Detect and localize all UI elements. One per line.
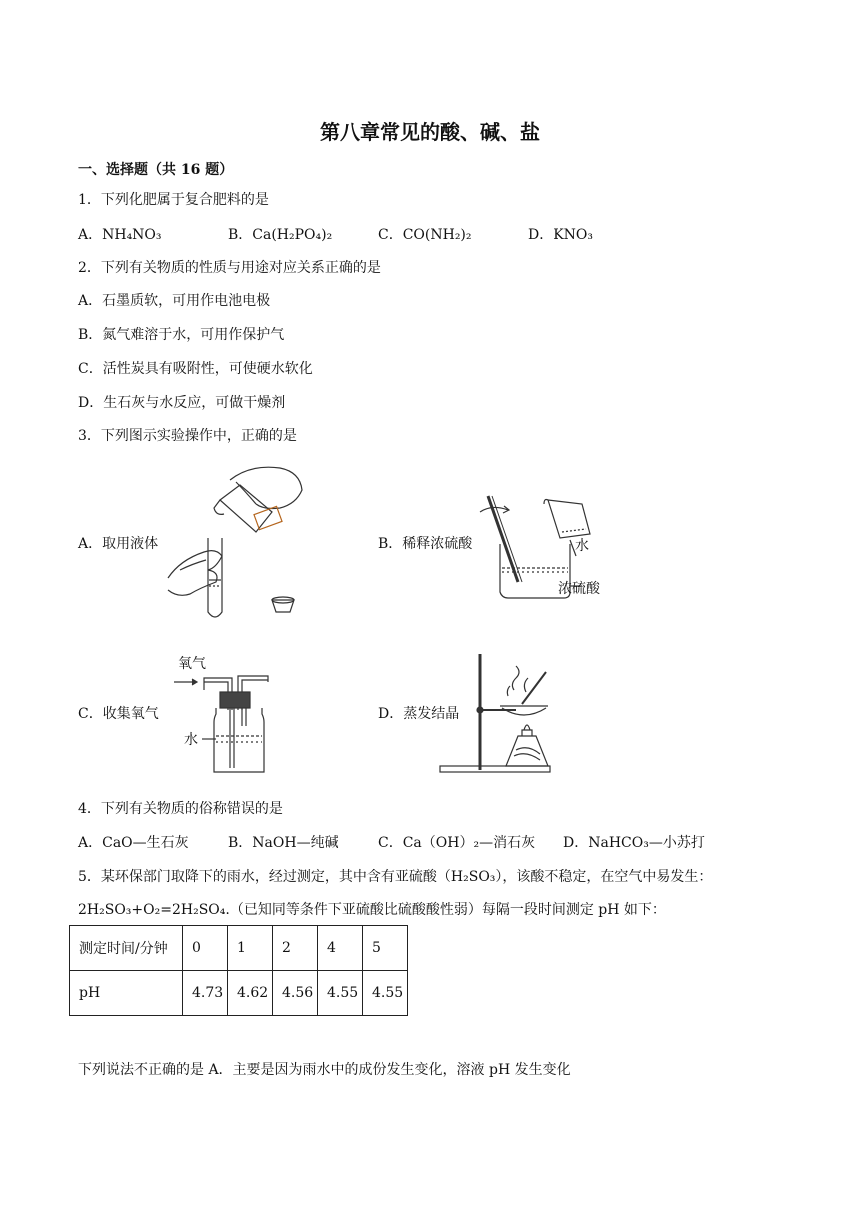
q2-stem: 2．下列有关物质的性质与用途对应关系正确的是 (78, 260, 381, 276)
q1-stem: 1．下列化肥属于复合肥料的是 (78, 192, 269, 208)
table-row (70, 926, 408, 971)
figure-b-acid-label: 浓硫酸 (558, 581, 600, 597)
table-cell: 4.55 (363, 971, 408, 1016)
q3-stem: 3．下列图示实验操作中，正确的是 (78, 428, 297, 444)
q5-after-text: 下列说法不正确的是 A．主要是因为雨水中的成份发生变化，溶液 pH 发生变化 (78, 1062, 571, 1078)
table-header-ph: pH (70, 971, 183, 1016)
figure-b-water-label: 水 (575, 538, 589, 554)
table-cell: 4.73 (183, 971, 228, 1016)
q4-option-b: B．NaOH—纯碱 (228, 835, 339, 851)
q3-option-c: C．收集氧气 (78, 706, 159, 722)
figure-take-liquid (160, 460, 310, 625)
q4-option-d: D．NaHCO₃—小苏打 (563, 835, 705, 851)
table-cell: 1 (228, 926, 273, 971)
q3-option-b: B．稀释浓硫酸 (378, 536, 473, 552)
table-cell: 4.56 (273, 971, 318, 1016)
q4-option-a: A．CaO—生石灰 (78, 835, 189, 851)
q3-option-a: A．取用液体 (78, 536, 159, 552)
table-cell: 4.62 (228, 971, 273, 1016)
table-cell: 5 (363, 926, 408, 971)
q2-option-b: B．氮气难溶于水，可用作保护气 (78, 327, 285, 343)
q4-option-c: C．Ca（OH）₂—消石灰 (378, 835, 536, 851)
table-cell: 4.55 (318, 971, 363, 1016)
table-header-time: 测定时间/分钟 (70, 926, 183, 971)
table-cell: 0 (183, 926, 228, 971)
page-title: 第八章常见的酸、碱、盐 (320, 120, 540, 144)
q1-option-a: A．NH₄NO₃ (78, 227, 162, 243)
table-cell: 2 (273, 926, 318, 971)
figure-c-oxygen-label: 氧气 (178, 656, 206, 672)
table-row (70, 971, 408, 1016)
q2-option-c: C．活性炭具有吸附性，可使硬水软化 (78, 361, 313, 377)
q1-option-b: B．Ca(H₂PO₄)₂ (228, 227, 333, 243)
q3-option-d: D．蒸发结晶 (378, 706, 460, 722)
q5-stem-line2: 2H₂SO₃+O₂=2H₂SO₄.（已知同等条件下亚硫酸比硫酸酸性弱）每隔一段时间测定 pH 如下： (78, 902, 666, 918)
ph-table (69, 925, 408, 1016)
q5-stem-line1: 5．某环保部门取降下的雨水，经过测定，其中含有亚硫酸（H₂SO₃），该酸不稳定，在空气中易发生： (78, 869, 713, 885)
figure-collect-oxygen (168, 652, 280, 777)
figure-c-water-label: 水 (184, 732, 198, 748)
q2-option-d: D．生石灰与水反应，可做干燥剂 (78, 395, 286, 411)
q1-option-c: C．CO(NH₂)₂ (378, 227, 472, 243)
figure-dilute-acid (478, 490, 618, 602)
q2-option-a: A．石墨质软，可用作电池电极 (78, 293, 271, 309)
q1-option-d: D．KNO₃ (528, 227, 594, 243)
table-cell: 4 (318, 926, 363, 971)
figure-evaporate (436, 650, 561, 775)
q4-stem: 4．下列有关物质的俗称错误的是 (78, 801, 283, 817)
section-heading: 一、选择题（共 16 题） (78, 162, 234, 178)
